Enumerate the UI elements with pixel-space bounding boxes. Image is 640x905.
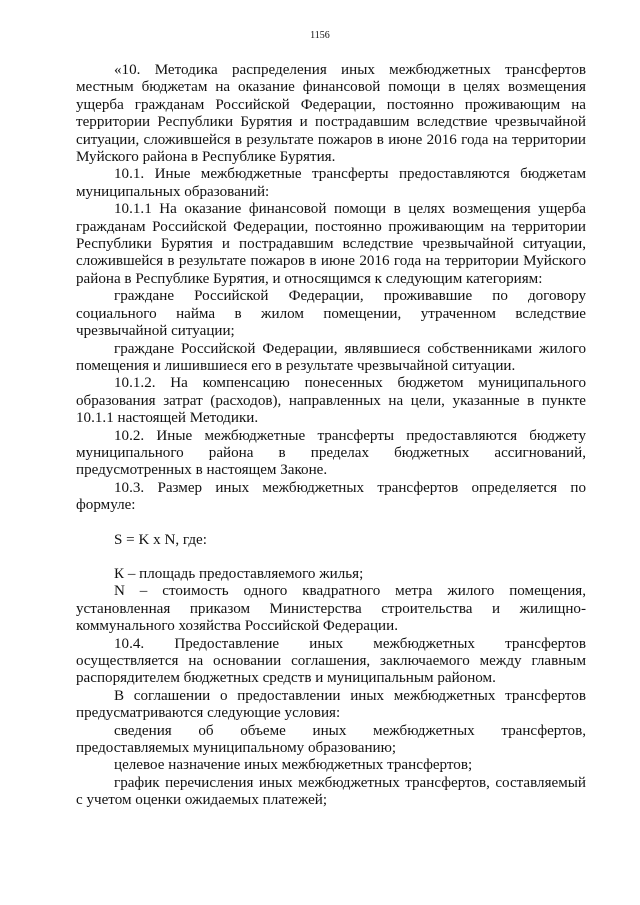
paragraph-10-1: 10.1. Иные межбюджетные трансферты предоставляются бюджетам муниципальных образований: bbox=[76, 166, 586, 200]
document-body bbox=[76, 62, 586, 810]
paragraph-category-owners: граждане Российской Федерации, являвшиеся собственниками жилого помещения и лишившиеся его в результате чрезвычайной ситуации. bbox=[76, 340, 586, 374]
paragraph-10-2: 10.2. Иные межбюджетные трансферты предоставляются бюджету муниципального района в пределах бюджетных ассигнований, предусмотренных в настоящем Законе. bbox=[76, 427, 586, 479]
formula: S = K x N, где: bbox=[114, 531, 207, 548]
paragraph-n-definition: N – стоимость одного квадратного метра жилого помещения, установленная приказом Министерства строительства и жилищно-коммунального хозяйства Российской Федерации. bbox=[76, 583, 586, 635]
paragraph-k-definition: К – площадь предоставляемого жилья; bbox=[114, 565, 364, 582]
paragraph-10-1-1: 10.1.1 На оказание финансовой помощи в целях возмещения ущерба гражданам Российской Федерации, постоянно проживающим на территории Республики Бурятия и пострадавшим вследствие чрезвычайной ситуации, сложившейся в результате пожаров в июне 2016 года на территории Муйского района в Республике Бурятия, и относящимся к следующим категориям: bbox=[76, 201, 586, 287]
paragraph-condition-purpose: целевое назначение иных межбюджетных трансфертов; bbox=[114, 757, 473, 774]
paragraph-condition-schedule: график перечисления иных межбюджетных трансфертов, составляемый с учетом оценки ожидаемых платежей; bbox=[76, 774, 586, 809]
paragraph-agreement-conditions: В соглашении о предоставлении иных межбюджетных трансфертов предусматриваются следующие условия: bbox=[76, 687, 586, 722]
paragraph-methodology-title: «10. Методика распределения иных межбюджетных трансфертов местным бюджетам на оказание финансовой помощи в целях возмещения ущерба гражданам Российской Федерации, постоянно проживающим на территории Республики Бурятия и пострадавшим вследствие чрезвычайной ситуации, сложившейся в результате пожаров в июне 2016 года на территории Муйского района в Республике Бурятия. bbox=[76, 62, 586, 166]
paragraph-10-1-2: 10.1.2. На компенсацию понесенных бюджетом муниципального образования затрат (расходов), направленных на цели, указанные в пункте 10.1.1 настоящей Методики. bbox=[76, 375, 586, 427]
page-number: 1156 bbox=[310, 30, 330, 41]
paragraph-category-social-rent: граждане Российской Федерации, проживавшие по договору социального найма в жилом помещении, утраченном вследствие чрезвычайной ситуации; bbox=[76, 288, 586, 340]
paragraph-10-4: 10.4. Предоставление иных межбюджетных трансфертов осуществляется на основании соглашения, заключаемого между главным распорядителем бюджетных средств и муниципальным районом. bbox=[76, 635, 586, 687]
paragraph-10-3: 10.3. Размер иных межбюджетных трансфертов определяется по формуле: bbox=[76, 479, 586, 514]
paragraph-condition-volume: сведения об объеме иных межбюджетных трансфертов, предоставляемых муниципальному образованию; bbox=[76, 722, 586, 757]
